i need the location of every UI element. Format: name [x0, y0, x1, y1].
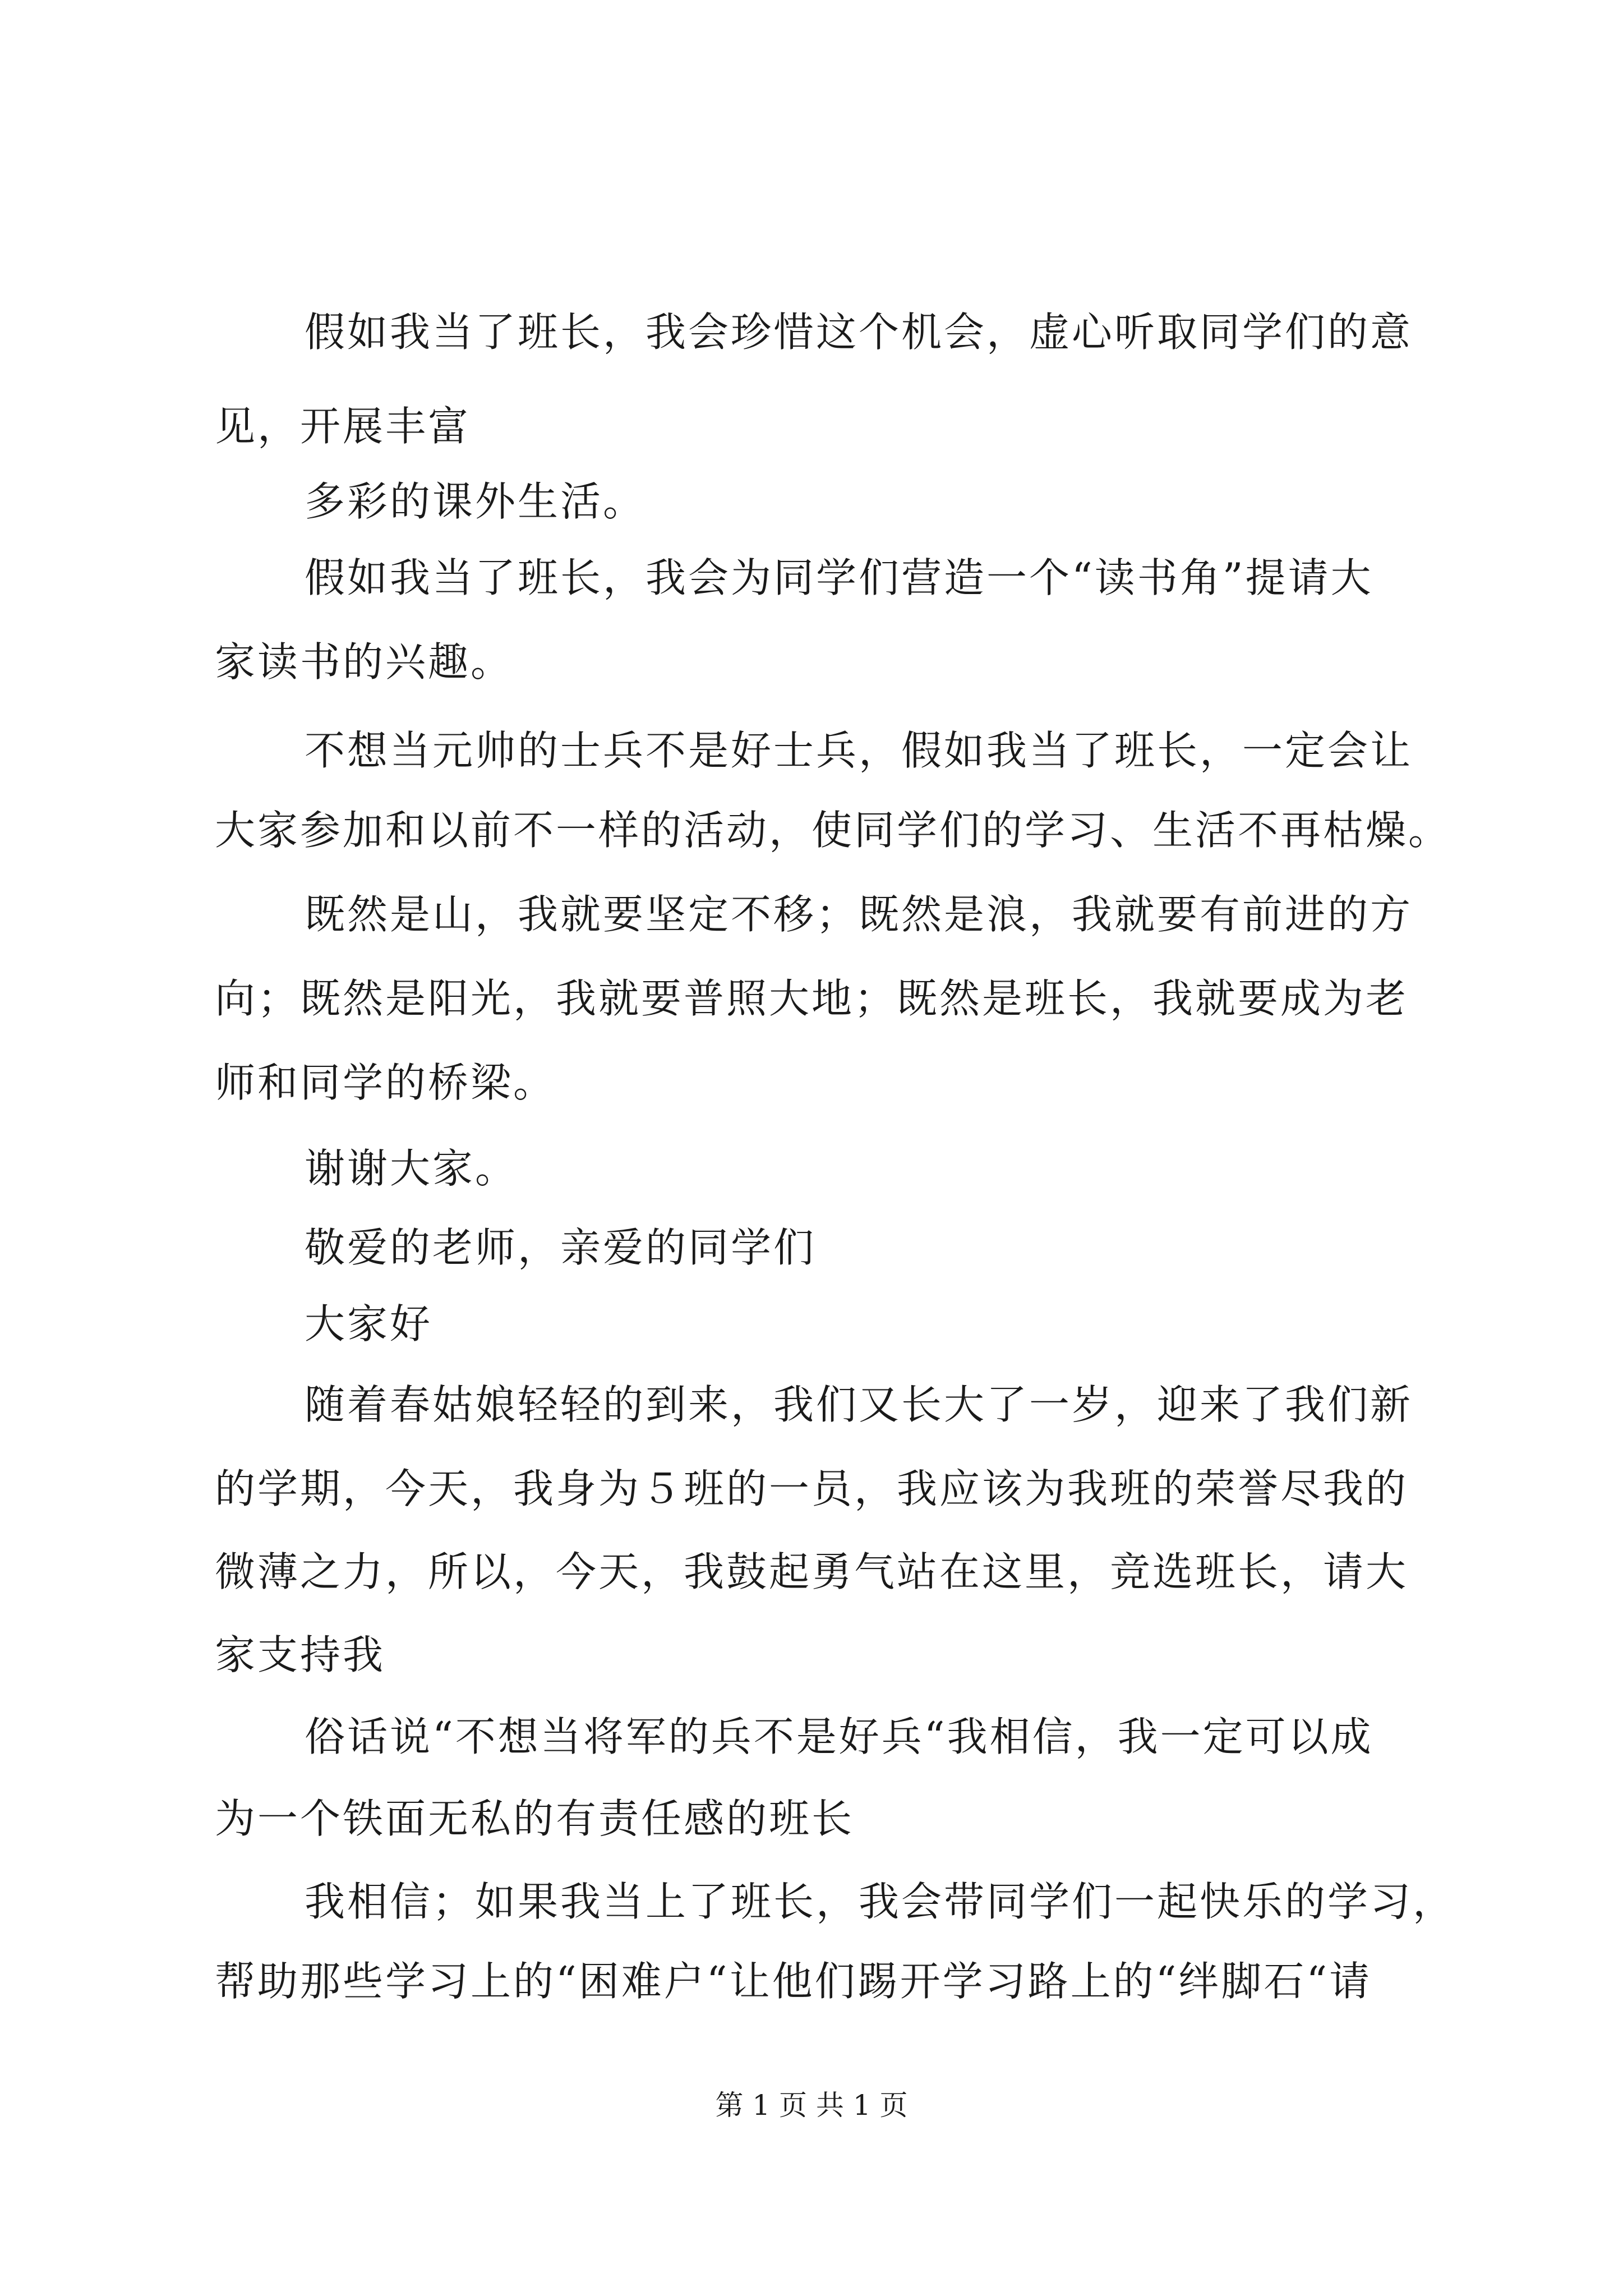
text-line: 不想当元帅的士兵不是好士兵，假如我当了班长，一定会让: [305, 727, 1413, 774]
text-line: 俗话说“不想当将军的兵不是好兵“我相信，我一定可以成: [305, 1713, 1373, 1760]
text-line: 的学期，今天，我身为５班的一员，我应该为我班的荣誉尽我的: [215, 1465, 1409, 1512]
text-line: 家支持我: [215, 1631, 386, 1678]
text-line: 为一个铁面无私的有责任感的班长: [215, 1795, 855, 1842]
text-line: 我相信；如果我当上了班长，我会带同学们一起快乐的学习，: [305, 1878, 1456, 1925]
page-footer: 第 1 页 共 1 页: [715, 2089, 908, 2122]
text-line: 微薄之力，所以，今天，我鼓起勇气站在这里，竞选班长，请大: [215, 1548, 1409, 1595]
text-line: 敬爱的老师，亲爱的同学们: [305, 1224, 817, 1271]
text-line: 多彩的课外生活。: [305, 478, 646, 525]
text-line: 假如我当了班长，我会珍惜这个机会，虚心听取同学们的意: [305, 309, 1413, 356]
text-line: 家读书的兴趣。: [215, 638, 514, 685]
text-line: 假如我当了班长，我会为同学们营造一个“读书角”提请大: [305, 554, 1373, 601]
text-line: 向；既然是阳光，我就要普照大地；既然是班长，我就要成为老: [215, 975, 1409, 1022]
text-line: 谢谢大家。: [305, 1145, 518, 1192]
text-line: 大家好: [305, 1300, 433, 1347]
text-line: 见，开展丰富: [215, 403, 471, 450]
text-line: 既然是山，我就要坚定不移；既然是浪，我就要有前进的方: [305, 891, 1413, 938]
text-line: 大家参加和以前不一样的活动，使同学们的学习、生活不再枯燥。: [215, 807, 1451, 854]
text-line: 师和同学的桥梁。: [215, 1059, 556, 1106]
text-line: 随着春姑娘轻轻的到来，我们又长大了一岁，迎来了我们新: [305, 1381, 1413, 1428]
text-line: 帮助那些学习上的“困难户“让他们踢开学习路上的“绊脚石“请: [215, 1958, 1372, 2005]
